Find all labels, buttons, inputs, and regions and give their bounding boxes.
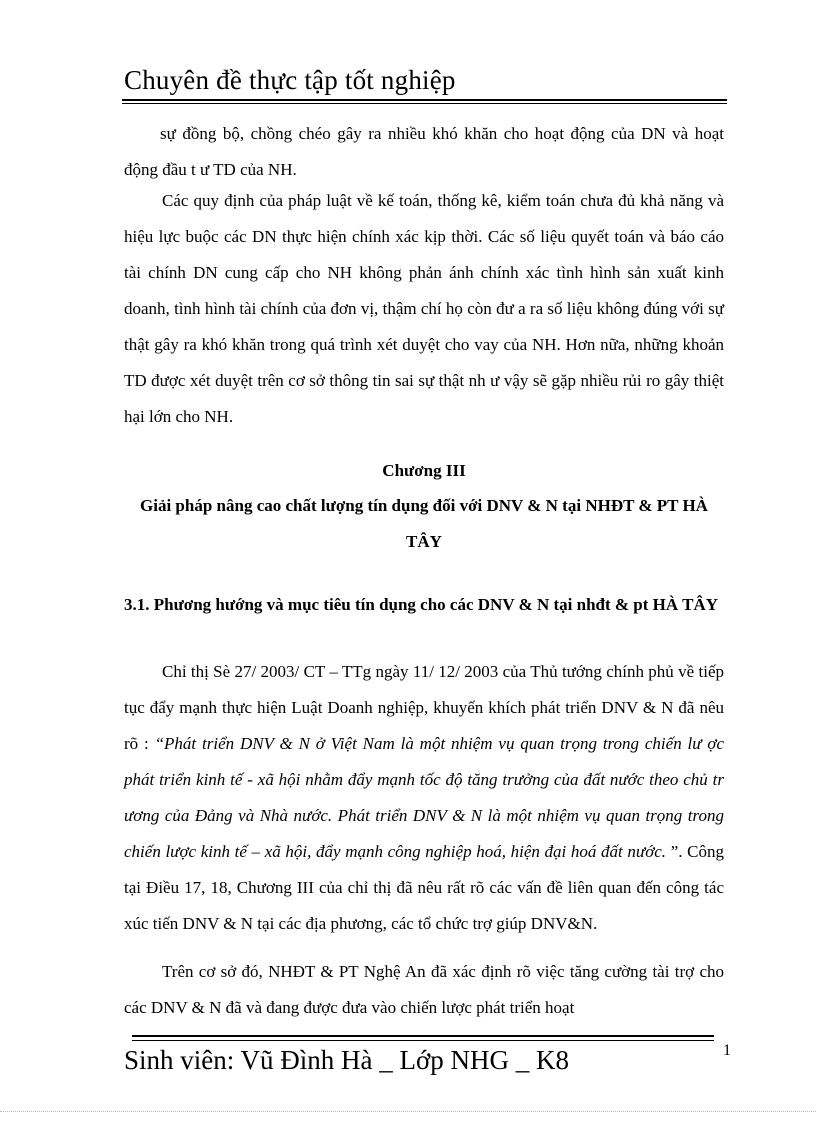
paragraph-3-block — [124, 654, 724, 942]
page-bottom-border — [0, 1111, 816, 1112]
header-rule-thick — [122, 99, 727, 101]
paragraph-3-rest: ”. Công tại Điều 17, 18, Chương III của chỉ thị đã nêu rất rõ các vấn đề liên quan đến công tác xúc tiến DNV & N tại các địa phương, các tổ chức trợ giúp DNV&N. — [124, 842, 724, 933]
paragraph-2-block — [124, 183, 724, 435]
header-rule-thin — [122, 103, 727, 104]
paragraph-4: Trên cơ sở đó, NHĐT & PT Nghệ An đã xác định rõ việc tăng cường tài trợ cho các DNV & N đã và đang được đưa vào chiến lược phát triển hoạt — [124, 962, 724, 1017]
page-number: 1 — [723, 1042, 731, 1059]
paragraph-3-quote: “Phát triển DNV & N ở Việt Nam là một nhiệm vụ quan trọng trong chiến lư ợc phát triển kinh tế - xã hội nhằm đẩy mạnh tốc độ tăng trưởng của đất nước theo chủ tr ương của Đảng và Nhà nước. Phát triển DNV & N là một nhiệm vụ quan trọng trong chiến lược kinh tế – xã hội, đẩy mạnh công nghiệp hoá, hiện đại hoá đất nước. — [124, 734, 725, 861]
footer-rule-thick — [132, 1035, 714, 1037]
header-title: Chuyên đề thực tập tốt nghiệp — [124, 65, 456, 95]
paragraph-2: Các quy định của pháp luật về kế toán, thống kê, kiểm toán chưa đủ khả năng và hiệu lực buộc các DN thực hiện chính xác kịp thời. Các số liệu quyết toán và báo cáo tài chính DN cung cấp cho NH không phản ánh chính xác tình hình sản xuất kinh doanh, tình hình tài chính của đơn vị, thậm chí họ còn đư a ra số liệu không đúng với sự thật gây ra khó khăn trong quá trình xét duyệt cho vay của NH. Hơn nữa, những khoản TD được xét duyệt trên cơ sở thông tin sai sự thật nh ư vậy sẽ gặp nhiều rủi ro gây thiệt hại lớn cho NH. — [124, 191, 724, 426]
paragraph-1-block — [124, 116, 724, 188]
footer-author: Sinh viên: Vũ Đình Hà _ Lớp NHG _ K8 — [124, 1045, 570, 1075]
paragraph-1: sự đồng bộ, chồng chéo gây ra nhiều khó khăn cho hoạt động của DN và hoạt động đầu t ư TD của NH. — [124, 124, 724, 179]
paragraph-3-intro: Chỉ thị Sè 27/ 2003/ CT – TTg ngày 11/ 12/ 2003 của Thủ tướng chính phủ về tiếp tục đẩy mạnh thực hiện Luật Doanh nghiệp, khuyến khích phát triển DNV & N đã nêu rõ : — [124, 662, 724, 753]
chapter-number: Chương III — [382, 461, 466, 480]
paragraph-4-block — [124, 954, 724, 1026]
chapter-title: Giải pháp nâng cao chất lượng tín dụng đối với DNV & N tại NHĐT & PT HÀ TÂY — [140, 496, 708, 551]
section-heading: 3.1. Phương hướng và mục tiêu tín dụng cho các DNV & N tại nhđt & pt HÀ TÂY — [124, 595, 719, 614]
paragraph-3 — [124, 654, 724, 942]
